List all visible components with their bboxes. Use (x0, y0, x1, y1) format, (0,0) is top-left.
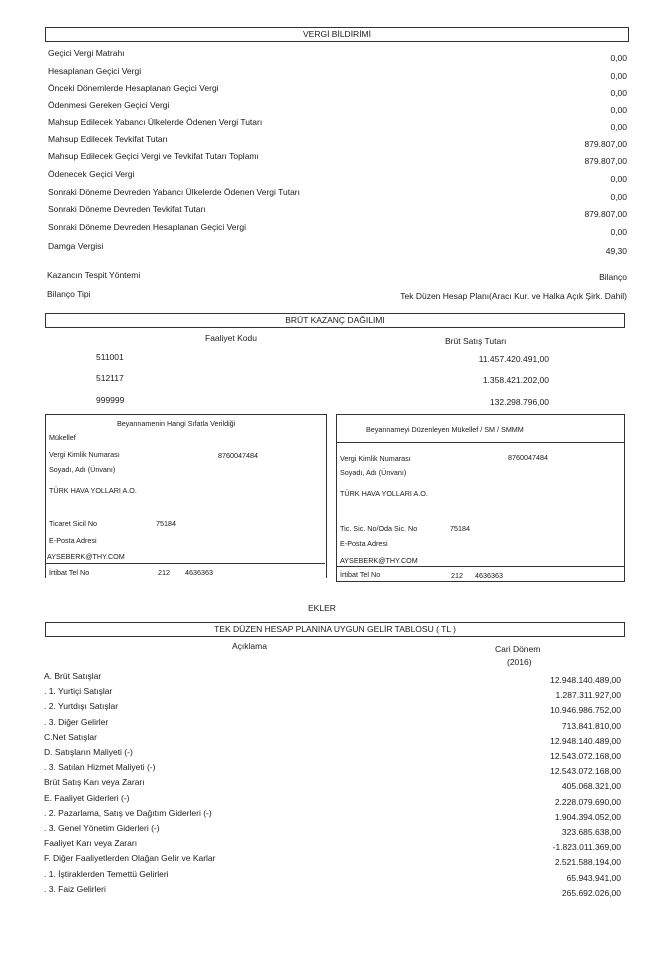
right-eposta-value: AYSEBERK@THY.COM (340, 556, 418, 565)
gelir-row-label: . 3. Genel Yönetim Giderleri (-) (44, 823, 160, 833)
left-box-divider (45, 563, 325, 564)
vergi-row-label: Mahsup Edilecek Tevkifat Tutarı (48, 134, 168, 144)
vergi-row-value: 0,00 (610, 227, 627, 237)
gelir-row-value: 12.948.140.489,00 (550, 675, 621, 685)
gelir-row-label: A. Brüt Satışlar (44, 671, 102, 681)
vergi-row-value: 879.807,00 (584, 156, 627, 166)
gelir-row-label: . 1. Yurtiçi Satışlar (44, 686, 113, 697)
vergi-row-label: Sonraki Döneme Devreden Tevkifat Tutarı (48, 204, 206, 214)
gelir-row-value: 12.543.072.168,00 (550, 751, 621, 761)
gelir-row-value: 65.943.941,00 (566, 872, 621, 883)
vergi-row-label: Ödenecek Geçici Vergi (48, 169, 135, 179)
ekler-title: EKLER (308, 603, 336, 613)
left-unvan: TÜRK HAVA YOLLARI A.O. (49, 486, 137, 495)
brut-kazanc-title: BRÜT KAZANÇ DAĞILIMI (285, 315, 385, 325)
vergi-row-label: Geçici Vergi Matrahı (48, 48, 125, 58)
left-vkn-value: 8760047484 (218, 451, 258, 460)
right-box-divider (336, 566, 624, 567)
brut-kazanc-header (45, 313, 625, 328)
gelir-row-label: . 3. Satılan Hizmet Maliyeti (-) (44, 762, 156, 773)
right-vkn-label: Vergi Kimlik Numarası (340, 454, 411, 463)
vergi-row-label: Hesaplanan Geçici Vergi (48, 66, 142, 76)
gelir-row-label: . 2. Pazarlama, Satış ve Dağıtım Giderleri (-) (44, 807, 212, 818)
vergi-row-value: 0,00 (610, 192, 627, 202)
gelir-row-value: 2.228.079.690,00 (554, 796, 621, 807)
gelir-row-value: 2.521.588.194,00 (554, 857, 621, 868)
brut-satis-header: Brüt Satış Tutarı (445, 336, 507, 346)
vergi-row-value: 0,00 (610, 53, 627, 63)
aciklama-header: Açıklama (232, 641, 267, 651)
vergi-row-label: Mahsup Edilecek Geçici Vergi ve Tevkifat Tutarı Toplamı (48, 151, 259, 161)
left-box-title: Beyannamenin Hangi Sıfatla Verildiği (117, 419, 236, 428)
vergi-row-value: 0,00 (610, 105, 627, 115)
right-tel-code: 212 (451, 571, 463, 580)
right-sicil-label: Tic. Sic. No/Oda Sic. No (340, 524, 418, 533)
left-vkn-label: Vergi Kimlik Numarası (49, 450, 120, 459)
right-sicil-value: 75184 (450, 524, 470, 533)
gelir-row-label: F. Diğer Faaliyetlerden Olağan Gelir ve Karlar (44, 853, 216, 864)
gelir-row-label: . 1. İştiraklerden Temettü Gelirleri (44, 868, 169, 879)
right-vkn-value: 8760047484 (508, 453, 548, 462)
faaliyet-kodu-header: Faaliyet Kodu (205, 333, 257, 343)
gelir-row-label: . 3. Diğer Gelirler (44, 716, 109, 727)
right-title-divider (336, 442, 624, 443)
gelir-tablosu-title: TEK DÜZEN HESAP PLANINA UYGUN GELİR TABLOSU ( TL ) (214, 624, 456, 634)
right-unvan: TÜRK HAVA YOLLARI A.O. (340, 489, 428, 498)
gelir-row-label: Brüt Satış Karı veya Zararı (44, 777, 145, 788)
vergi-row-value: 0,00 (610, 174, 627, 184)
gelir-row-value: 323.685.638,00 (561, 827, 621, 837)
vergi-row-label: Sonraki Döneme Devreden Yabancı Ülkelerde Ödenen Vergi Tutarı (48, 187, 300, 197)
right-box-title: Beyannameyi Düzenleyen Mükellef / SM / SMMM (366, 425, 524, 434)
left-sicil-value: 75184 (156, 519, 176, 528)
left-sicil-label: Ticaret Sicil No (49, 519, 98, 528)
brut-row-amount: 1.358.421.202,00 (482, 375, 549, 385)
right-eposta-label: E-Posta Adresi (340, 539, 388, 548)
right-tel-label: İrtibat Tel No (340, 570, 381, 579)
gelir-row-value: 12.543.072.168,00 (550, 766, 621, 777)
gelir-row-value: 1.287.311.927,00 (555, 690, 621, 701)
vergi-bildirimi-title: VERGİ BİLDİRİMİ (302, 29, 371, 39)
vergi-row-label: Ödenmesi Gereken Geçici Vergi (48, 100, 170, 110)
left-tel-label: İrtibat Tel No (49, 568, 90, 577)
gelir-row-value: 10.946.986.752,00 (550, 705, 621, 716)
vergi-row-label: Sonraki Döneme Devreden Hesaplanan Geçici Vergi (48, 222, 246, 232)
gelir-row-label: . 3. Faiz Gelirleri (44, 883, 106, 894)
brut-row-code: 511001 (96, 352, 124, 362)
vergi-row-value: 879.807,00 (584, 139, 627, 149)
gelir-row-value: 713.841.810,00 (561, 720, 621, 731)
gelir-row-value: 265.692.026,00 (561, 887, 621, 898)
bilanco-value: Tek Düzen Hesap Planı(Aracı Kur. ve Halka Açık Şirk. Dahil) (400, 291, 627, 301)
left-mukellef: Mükellef (49, 433, 76, 442)
left-eposta-label: E-Posta Adresi (49, 536, 97, 545)
kazanc-label: Kazancın Tespit Yöntemi (47, 270, 141, 280)
gelir-tablosu-header (45, 622, 625, 637)
brut-row-code: 999999 (96, 395, 125, 405)
year-header: (2016) (507, 657, 532, 667)
kazanc-value: Bilanço (599, 272, 627, 282)
vergi-row-value: 879.807,00 (584, 209, 627, 219)
vergi-row-value: 0,00 (610, 122, 627, 132)
vergi-row-value: 49,30 (605, 246, 627, 256)
vergi-row-label: Mahsup Edilecek Yabancı Ülkelerde Ödenen Vergi Tutarı (48, 117, 263, 127)
cari-donem-header: Cari Dönem (495, 644, 541, 654)
gelir-row-label: . 2. Yurtdışı Satışlar (44, 701, 119, 712)
gelir-row-value: 1.904.394.052,00 (554, 811, 621, 822)
gelir-row-label: E. Faaliyet Giderleri (-) (44, 792, 130, 803)
vergi-row-label: Önceki Dönemlerde Hesaplanan Geçici Vergi (48, 83, 219, 93)
gelir-row-label: C.Net Satışlar (44, 731, 97, 742)
gelir-row-value: 12.948.140.489,00 (550, 735, 621, 746)
bilanco-label: Bilanço Tipi (47, 289, 91, 299)
gelir-row-value: -1.823.011.369,00 (552, 842, 621, 853)
right-soyadi-label: Soyadı, Adı (Ünvanı) (340, 468, 407, 477)
brut-row-code: 512117 (96, 373, 124, 383)
right-tel-value: 4636363 (475, 571, 503, 580)
vergi-row-value: 0,00 (610, 71, 627, 81)
vergi-bildirimi-header (45, 27, 629, 42)
left-tel-value: 4636363 (185, 568, 213, 577)
brut-row-amount: 11.457.420.491,00 (478, 354, 549, 364)
brut-row-amount: 132.298.796,00 (489, 397, 549, 407)
vergi-row-value: 0,00 (610, 88, 627, 98)
vergi-row-label: Damga Vergisi (48, 241, 104, 251)
gelir-row-label: Faaliyet Karı veya Zararı (44, 838, 138, 849)
left-soyadi-label: Soyadı, Adı (Ünvanı) (49, 465, 116, 474)
left-eposta-value: AYSEBERK@THY.COM (47, 552, 125, 561)
gelir-row-value: 405.068.321,00 (561, 781, 621, 792)
left-tel-code: 212 (158, 568, 170, 577)
gelir-row-label: D. Satışların Maliyeti (-) (44, 747, 133, 757)
